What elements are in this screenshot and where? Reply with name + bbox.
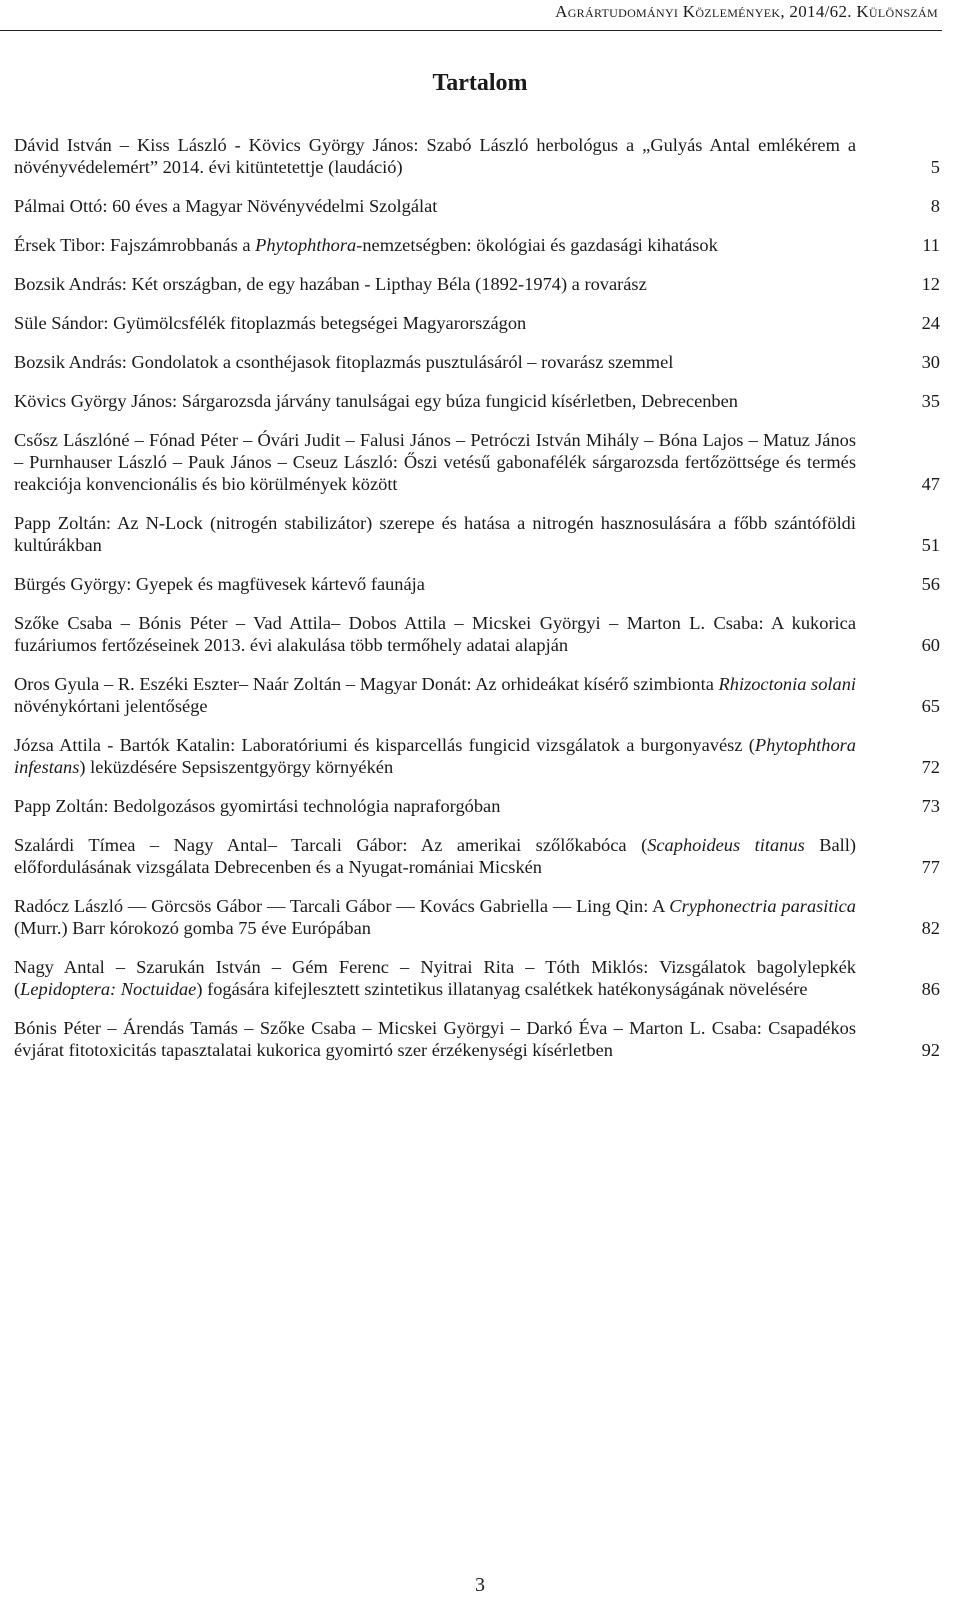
toc-entry xyxy=(14,390,940,412)
toc-entry-title: Bürgés György: Gyepek és magfüvesek kártevő faunája xyxy=(14,574,425,594)
toc-entry-page: 51 xyxy=(921,535,940,555)
toc-entry-title: Papp Zoltán: Bedolgozásos gyomirtási technológia napraforgóban xyxy=(14,796,501,816)
toc-entry-page: 12 xyxy=(921,274,940,294)
toc-entry xyxy=(14,134,940,178)
toc-entry xyxy=(14,195,940,217)
toc-entry-page: 24 xyxy=(921,313,940,333)
toc-entry-title: Szőke Csaba – Bónis Péter – Vad Attila– Dobos Attila – Micskei Györgyi – Marton L. Csaba: A kukorica fuzáriumos fertőzéseinek 2013. évi alakulása több termőhely adatai alapján xyxy=(14,613,856,655)
toc-entry xyxy=(14,429,940,495)
toc-entry-title: Csősz Lászlóné – Fónad Péter – Óvári Judit – Falusi János – Petróczi István Mihály – Bóna Lajos – Matuz János – Purnhauser László – Pauk János – Cseuz László: Őszi vetésű gabonafélék sárgarozsda fertőzöttsége és termés reakciója konvencionális és bio körülmények között xyxy=(14,430,856,494)
running-header xyxy=(0,0,942,31)
toc-entry-title: Dávid István – Kiss László - Kövics György János: Szabó László herbológus a „Gulyás Antal emlékérem a növényvédelemért” 2014. évi kitüntetettje (laudáció) xyxy=(14,135,856,177)
toc-entry-page: 65 xyxy=(921,696,940,716)
toc-entry-page: 72 xyxy=(921,757,940,777)
toc-entry xyxy=(14,273,940,295)
toc-entry xyxy=(14,734,940,778)
table-of-contents xyxy=(14,134,940,1078)
toc-entry xyxy=(14,512,940,556)
toc-entry-title: Bónis Péter – Árendás Tamás – Szőke Csaba – Micskei Györgyi – Darkó Éva – Marton L. Csaba: Csapadékos évjárat fitotoxicitás tapasztalatai kukorica gyomirtó szer érzékenységi kísérletben xyxy=(14,1018,856,1060)
toc-entry xyxy=(14,895,940,939)
toc-entry xyxy=(14,673,940,717)
toc-entry-page: 30 xyxy=(921,352,940,372)
toc-entry-title: Kövics György János: Sárgarozsda járvány tanulságai egy búza fungicid kísérletben, Debrecenben xyxy=(14,391,738,411)
toc-entry xyxy=(14,234,940,256)
toc-entry-title: Radócz László — Görcsös Gábor — Tarcali Gábor — Kovács Gabriella — Ling Qin: A Cryphonectria parasitica (Murr.) Barr kórokozó gomba 75 éve Európában xyxy=(14,896,856,938)
toc-entry xyxy=(14,795,940,817)
toc-entry-page: 11 xyxy=(922,235,940,255)
toc-entry xyxy=(14,351,940,373)
toc-entry xyxy=(14,834,940,878)
toc-entry xyxy=(14,1017,940,1061)
toc-entry-page: 82 xyxy=(921,918,940,938)
page-number: 3 xyxy=(475,1574,485,1596)
toc-entry xyxy=(14,612,940,656)
toc-entry-title: Pálmai Ottó: 60 éves a Magyar Növényvédelmi Szolgálat xyxy=(14,196,438,216)
toc-entry-title: Süle Sándor: Gyümölcsfélék fitoplazmás betegségei Magyarországon xyxy=(14,313,527,333)
toc-entry-page: 86 xyxy=(921,979,940,999)
toc-entry xyxy=(14,573,940,595)
toc-entry xyxy=(14,312,940,334)
toc-entry-title: Bozsik András: Gondolatok a csonthéjasok fitoplazmás pusztulásáról – rovarász szemmel xyxy=(14,352,674,372)
toc-entry-title: Oros Gyula – R. Eszéki Eszter– Naár Zoltán – Magyar Donát: Az orhideákat kísérő szimbionta Rhizoctonia solani növénykórtani jelentősége xyxy=(14,674,856,716)
toc-entry-page: 47 xyxy=(921,474,940,494)
toc-entry-page: 5 xyxy=(930,157,940,177)
toc-entry-page: 56 xyxy=(921,574,940,594)
toc-entry-page: 35 xyxy=(921,391,940,411)
toc-entry-page: 60 xyxy=(921,635,940,655)
toc-entry-title: Bozsik András: Két országban, de egy hazában - Lipthay Béla (1892-1974) a rovarász xyxy=(14,274,647,294)
page-title: Tartalom xyxy=(432,70,528,96)
toc-entry-page: 77 xyxy=(921,857,940,877)
toc-entry-page: 92 xyxy=(921,1040,940,1060)
toc-entry-title: Nagy Antal – Szarukán István – Gém Ferenc – Nyitrai Rita – Tóth Miklós: Vizsgálatok bagolylepkék (Lepidoptera: Noctuidae) fogására kifejlesztett szintetikus illatanyag csalétkek hatékonyságának növelésére xyxy=(14,957,856,999)
toc-entry-title: Szalárdi Tímea – Nagy Antal– Tarcali Gábor: Az amerikai szőlőkabóca (Scaphoideus titanus Ball) előfordulásának vizsgálata Debrecenben és a Nyugat-romániai Micskén xyxy=(14,835,857,877)
toc-entry-title: Érsek Tibor: Fajszámrobbanás a Phytophthora-nemzetségben: ökológiai és gazdasági kihatások xyxy=(14,235,718,255)
journal-header-text: Agrártudományi Közlemények, 2014/62. Különszám xyxy=(555,2,938,21)
toc-entry-title: Papp Zoltán: Az N-Lock (nitrogén stabilizátor) szerepe és hatása a nitrogén hasznosulására a főbb szántóföldi kultúrákban xyxy=(14,513,856,555)
toc-entry-title: Józsa Attila - Bartók Katalin: Laboratóriumi és kisparcellás fungicid vizsgálatok a burgonyavész (Phytophthora infestans) leküzdésére Sepsiszentgyörgy környékén xyxy=(14,735,856,777)
toc-entry-page: 8 xyxy=(930,196,940,216)
toc-entry-page: 73 xyxy=(921,796,940,816)
toc-entry xyxy=(14,956,940,1000)
